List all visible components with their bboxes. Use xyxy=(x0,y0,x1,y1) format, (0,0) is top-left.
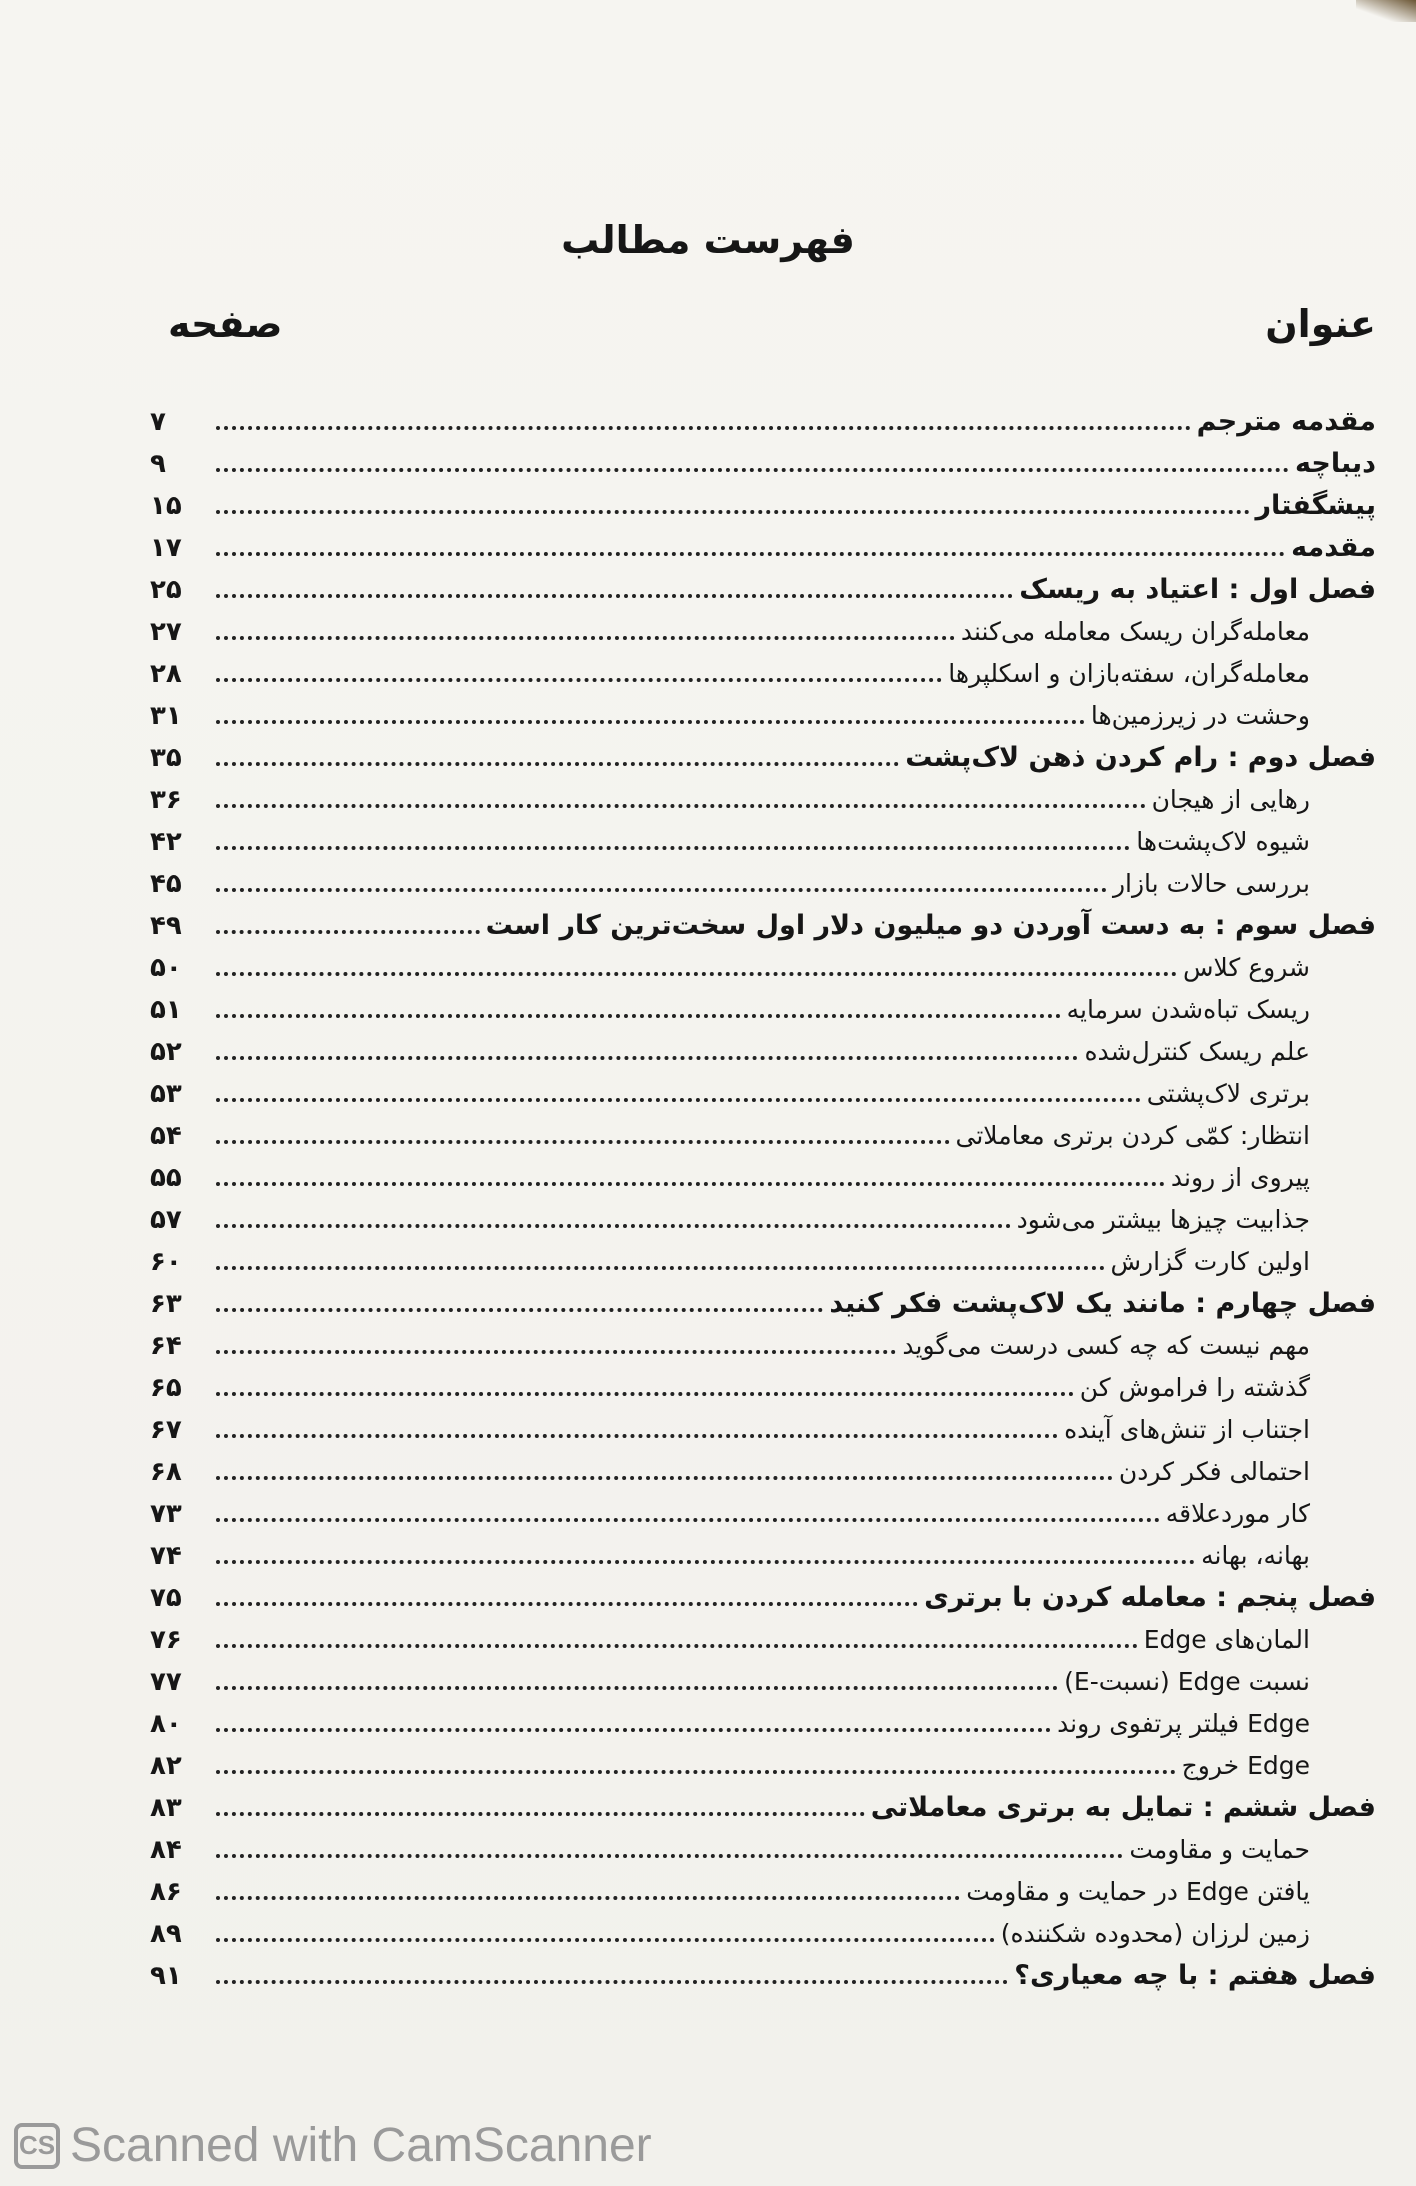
toc-page-number: ۶۰ xyxy=(150,1247,182,1277)
toc-page-number: ۶۵ xyxy=(150,1373,182,1403)
toc-entry-title: علم ریسک کنترل‌شده xyxy=(1084,1037,1310,1066)
toc-entry-title: برتری لاک‌پشتی xyxy=(1146,1079,1310,1108)
toc-entry-title: گذشته را فراموش کن xyxy=(1079,1373,1310,1402)
toc-entry-title: اولین کارت گزارش xyxy=(1110,1247,1310,1276)
page-column-header: صفحه xyxy=(168,302,283,346)
toc-entry-title: Edge خروج xyxy=(1181,1751,1310,1780)
dot-leader xyxy=(216,888,1107,892)
dot-leader xyxy=(216,678,942,682)
toc-page-number: ۲۵ xyxy=(150,575,182,605)
dot-leader xyxy=(216,468,1289,472)
toc-chapter-row xyxy=(150,1951,1376,1993)
toc-page-number: ۸۲ xyxy=(150,1751,182,1781)
dot-leader xyxy=(216,1644,1138,1648)
toc-entry-title: یافتن Edge در حمایت و مقاومت xyxy=(966,1877,1310,1906)
dot-leader xyxy=(216,1308,823,1312)
toc-section-row xyxy=(150,1321,1376,1363)
toc-page-number: ۲۸ xyxy=(150,659,182,689)
toc-page-number: ۸۳ xyxy=(150,1793,182,1823)
toc-page-number: ۱۷ xyxy=(150,533,182,563)
toc-section-row xyxy=(150,985,1376,1027)
toc-section-row xyxy=(150,1405,1376,1447)
toc-entry-title: پیشگفتار xyxy=(1255,490,1376,521)
toc-entry-title: فصل هفتم : با چه معیاری؟ xyxy=(1014,1960,1376,1991)
toc-section-row xyxy=(150,1447,1376,1489)
toc-page-number: ۷۵ xyxy=(150,1583,182,1613)
dot-leader xyxy=(216,426,1191,430)
toc-page-number: ۷۷ xyxy=(150,1667,182,1697)
camscanner-watermark xyxy=(14,2118,652,2173)
dot-leader xyxy=(216,1770,1176,1774)
toc-page-number: ۲۷ xyxy=(150,617,182,647)
watermark-text: Scanned with CamScanner xyxy=(70,2119,652,2172)
dot-leader xyxy=(216,1098,1141,1102)
dot-leader xyxy=(216,552,1285,556)
dot-leader xyxy=(216,636,955,640)
toc-entry-title: مهم نیست که چه کسی درست می‌گوید xyxy=(902,1331,1310,1360)
toc-page-number: ۵۷ xyxy=(150,1205,182,1235)
toc-section-row xyxy=(150,1531,1376,1573)
toc-page-number: ۹ xyxy=(150,449,166,479)
toc-page-number: ۹۱ xyxy=(150,1961,182,1991)
toc-entry-title: رهایی از هیجان xyxy=(1151,785,1310,814)
dot-leader xyxy=(216,1434,1058,1438)
toc-entry-title: وحشت در زیرزمین‌ها xyxy=(1090,701,1310,730)
toc-chapter-row xyxy=(150,565,1376,607)
dot-leader xyxy=(216,1812,865,1816)
dot-leader xyxy=(216,1014,1061,1018)
toc-entry-title: فصل دوم : رام کردن ذهن لاک‌پشت xyxy=(905,742,1376,773)
toc-entry-title: فصل پنجم : معامله کردن با برتری xyxy=(924,1582,1376,1613)
toc-entry-title: بررسی حالات بازار xyxy=(1112,869,1310,898)
toc-page-number: ۵۰ xyxy=(150,953,182,983)
dot-leader xyxy=(216,1476,1113,1480)
toc-section-row xyxy=(150,649,1376,691)
toc-section-row xyxy=(150,1237,1376,1279)
toc-page-number: ۱۵ xyxy=(150,491,182,521)
dot-leader xyxy=(216,762,899,766)
dot-leader xyxy=(216,1266,1105,1270)
toc-entry-title: فصل ششم : تمایل به برتری معاملاتی xyxy=(870,1792,1376,1823)
toc-entry-title: دیباچه xyxy=(1295,448,1376,479)
toc-page-number: ۵۳ xyxy=(150,1079,182,1109)
dot-leader xyxy=(216,594,1013,598)
toc-page-number: ۶۴ xyxy=(150,1331,182,1361)
toc-entry-title: زمین لرزان (محدوده شکننده) xyxy=(1000,1919,1310,1948)
dot-leader xyxy=(216,846,1130,850)
toc-entry-title: اجتناب از تنش‌های آینده xyxy=(1064,1415,1310,1444)
toc-page-number: ۷۴ xyxy=(150,1541,182,1571)
dot-leader xyxy=(216,1182,1165,1186)
toc-chapter-row xyxy=(150,733,1376,775)
toc-page-number: ۸۴ xyxy=(150,1835,182,1865)
toc-page-number: ۵۴ xyxy=(150,1121,182,1151)
dot-leader xyxy=(216,1350,896,1354)
dot-leader xyxy=(216,1056,1078,1060)
page-corner-shadow xyxy=(1356,0,1416,22)
toc-section-row xyxy=(150,1027,1376,1069)
toc-entry-title: مقدمه مترجم xyxy=(1196,406,1376,437)
camscanner-logo-icon: CS xyxy=(14,2123,60,2169)
dot-leader xyxy=(216,1854,1123,1858)
toc-chapter-row xyxy=(150,1279,1376,1321)
page-title: فهرست مطالب xyxy=(561,218,855,262)
toc-entry-title: مقدمه xyxy=(1291,532,1376,563)
toc-entry-title: Edge فیلتر پرتفوی روند xyxy=(1057,1709,1310,1738)
toc-page-number: ۷۶ xyxy=(150,1625,182,1655)
toc-page-number: ۷ xyxy=(150,407,166,437)
dot-leader xyxy=(216,1518,1160,1522)
toc-entry-title: حمایت و مقاومت xyxy=(1129,1835,1310,1864)
toc-section-row xyxy=(150,1615,1376,1657)
table-of-contents xyxy=(150,397,1376,1993)
toc-section-row xyxy=(150,775,1376,817)
toc-section-row xyxy=(150,1069,1376,1111)
toc-entry-title: شروع کلاس xyxy=(1182,953,1310,982)
toc-page-number: ۵۲ xyxy=(150,1037,182,1067)
toc-entry-title: انتظار: کمّی کردن برتری معاملاتی xyxy=(955,1121,1310,1150)
toc-section-row xyxy=(150,1489,1376,1531)
dot-leader xyxy=(216,1392,1074,1396)
toc-entry-title: شیوه لاک‌پشت‌ها xyxy=(1136,827,1310,856)
toc-page-number: ۶۷ xyxy=(150,1415,182,1445)
toc-entry-title: فصل سوم : به دست آوردن دو میلیون دلار اول سخت‌ترین کار است xyxy=(485,910,1376,941)
toc-section-row xyxy=(150,1195,1376,1237)
dot-leader xyxy=(216,1728,1051,1732)
toc-section-row xyxy=(150,943,1376,985)
toc-chapter-row xyxy=(150,523,1376,565)
toc-entry-title: فصل چهارم : مانند یک لاک‌پشت فکر کنید xyxy=(829,1288,1376,1319)
toc-section-row xyxy=(150,1657,1376,1699)
toc-section-row xyxy=(150,1153,1376,1195)
toc-page-number: ۴۲ xyxy=(150,827,182,857)
title-column-header: عنوان xyxy=(1265,302,1376,346)
toc-section-row xyxy=(150,1867,1376,1909)
toc-page-number: ۶۳ xyxy=(150,1289,182,1319)
toc-chapter-row xyxy=(150,439,1376,481)
toc-page-number: ۶۸ xyxy=(150,1457,182,1487)
toc-chapter-row xyxy=(150,1783,1376,1825)
toc-entry-title: پیروی از روند xyxy=(1170,1163,1310,1192)
toc-entry-title: نسبت Edge (نسبت-E) xyxy=(1064,1667,1310,1696)
toc-section-row xyxy=(150,1741,1376,1783)
toc-entry-title: معامله‌گران ریسک معامله می‌کنند xyxy=(960,617,1310,646)
toc-entry-title: ریسک تباه‌شدن سرمایه xyxy=(1066,995,1310,1024)
toc-entry-title: فصل اول : اعتیاد به ریسک xyxy=(1019,574,1376,605)
toc-page-number: ۸۰ xyxy=(150,1709,182,1739)
toc-chapter-row xyxy=(150,1573,1376,1615)
toc-page-number: ۳۶ xyxy=(150,785,182,815)
toc-page-number: ۷۳ xyxy=(150,1499,182,1529)
toc-section-row xyxy=(150,691,1376,733)
toc-entry-title: جذابیت چیزها بیشتر می‌شود xyxy=(1016,1205,1310,1234)
dot-leader xyxy=(216,1896,960,1900)
dot-leader xyxy=(216,510,1250,514)
dot-leader xyxy=(216,1686,1058,1690)
dot-leader xyxy=(216,972,1177,976)
toc-page-number: ۴۵ xyxy=(150,869,182,899)
toc-section-row xyxy=(150,1363,1376,1405)
toc-entry-title: بهانه، بهانه xyxy=(1201,1541,1310,1570)
toc-page-number: ۸۹ xyxy=(150,1919,182,1949)
toc-page-number: ۳۱ xyxy=(150,701,182,731)
toc-chapter-row xyxy=(150,397,1376,439)
toc-page-number: ۸۶ xyxy=(150,1877,182,1907)
toc-entry-title: معامله‌گران، سفته‌بازان و اسکلپرها xyxy=(948,659,1310,688)
dot-leader xyxy=(216,720,1085,724)
toc-chapter-row xyxy=(150,481,1376,523)
toc-page-number: ۳۵ xyxy=(150,743,182,773)
toc-section-row xyxy=(150,1111,1376,1153)
dot-leader xyxy=(216,1224,1011,1228)
toc-section-row xyxy=(150,859,1376,901)
toc-page-number: ۵۵ xyxy=(150,1163,182,1193)
toc-section-row xyxy=(150,1825,1376,1867)
toc-section-row xyxy=(150,1699,1376,1741)
dot-leader xyxy=(216,1938,995,1942)
dot-leader xyxy=(216,1140,950,1144)
toc-entry-title: المان‌های Edge xyxy=(1143,1625,1310,1654)
dot-leader xyxy=(216,1602,918,1606)
toc-section-row xyxy=(150,817,1376,859)
toc-entry-title: احتمالی فکر کردن xyxy=(1118,1457,1310,1486)
toc-chapter-row xyxy=(150,901,1376,943)
dot-leader xyxy=(216,804,1146,808)
toc-section-row xyxy=(150,1909,1376,1951)
dot-leader xyxy=(216,930,480,934)
dot-leader xyxy=(216,1980,1008,1984)
toc-section-row xyxy=(150,607,1376,649)
toc-entry-title: کار موردعلاقه xyxy=(1165,1499,1310,1528)
dot-leader xyxy=(216,1560,1195,1564)
toc-page-number: ۴۹ xyxy=(150,911,182,941)
toc-page-number: ۵۱ xyxy=(150,995,182,1025)
